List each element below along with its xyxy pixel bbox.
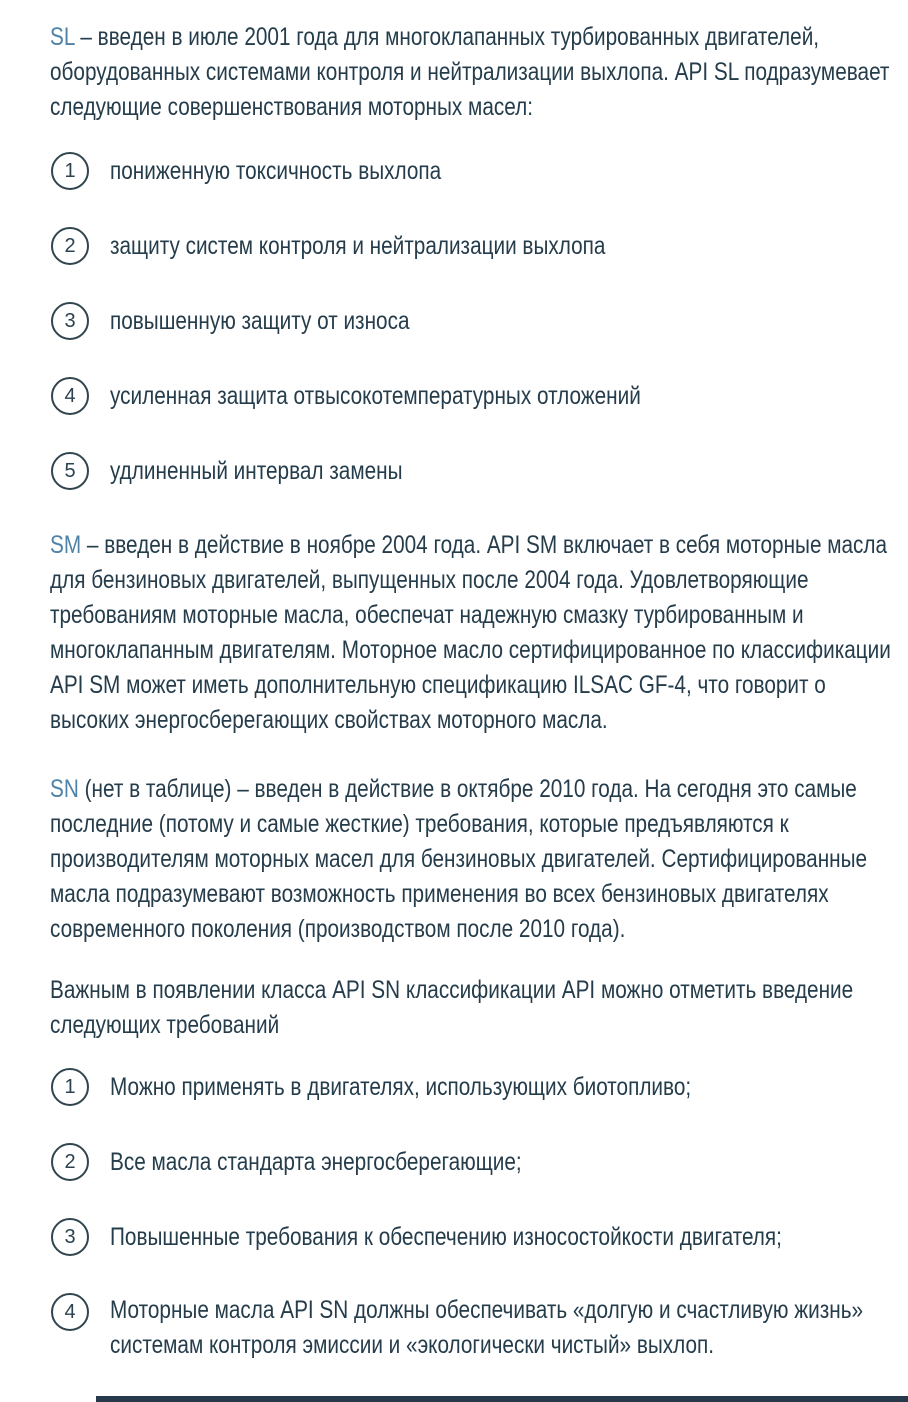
list-item-text: повышенную защиту от износа <box>110 306 410 335</box>
sn-requirements-list <box>51 1068 908 1400</box>
list-item-text: Можно применять в двигателях, использующих биотопливо; <box>110 1072 692 1101</box>
list-item-text: защиту систем контроля и нейтрализации выхлопа <box>110 231 606 260</box>
list-item <box>51 452 750 490</box>
list-item <box>51 1068 908 1106</box>
paragraph-sl <box>50 20 908 125</box>
paragraph-line: требованиям моторные масла, обеспечат надежную смазку турбированным и <box>50 601 804 629</box>
paragraph-line: многоклапанным двигателям. Моторное масло сертифицированное по классификации <box>50 636 891 664</box>
list-item-text: пониженную токсичность выхлопа <box>110 156 442 185</box>
list-number: 1 <box>64 1076 76 1098</box>
list-number: 5 <box>64 460 76 482</box>
list-number-badge <box>51 1293 89 1331</box>
list-number-badge <box>51 1068 89 1106</box>
paragraph-line: API SM может иметь дополнительную спецификацию ILSAC GF-4, что говорит о <box>50 671 826 699</box>
list-number-badge <box>51 152 89 190</box>
sl-improvements-list <box>51 152 750 527</box>
list-number-badge <box>51 302 89 340</box>
paragraph-line: высоких энергосберегающих свойствах моторного масла. <box>50 706 608 734</box>
list-item <box>51 1218 908 1256</box>
list-item-text: усиленная защита отвысокотемпературных отложений <box>110 381 641 410</box>
paragraph-api-sn-intro <box>50 973 908 1043</box>
list-number: 4 <box>64 1301 76 1323</box>
list-number: 2 <box>64 1151 76 1173</box>
list-item-text: Моторные масла API SN должны обеспечивать «долгую и счастливую жизнь» <box>110 1296 864 1324</box>
api-class-sl-label: SL <box>50 23 75 51</box>
list-number: 4 <box>64 385 76 407</box>
paragraph-text: (нет в таблице) – введен в действие в октябре 2010 года. На сегодня это самые <box>78 775 857 803</box>
paragraph-line: следующие совершенствования моторных масел: <box>50 93 533 121</box>
paragraph-line: современного поколения (производством после 2010 года). <box>50 915 626 943</box>
list-item <box>51 227 750 265</box>
list-item-text: Все масла стандарта энергосберегающие; <box>110 1147 522 1176</box>
paragraph-line <box>50 772 867 807</box>
table-top-edge <box>96 1396 908 1402</box>
list-number-badge <box>51 1143 89 1181</box>
list-number-badge <box>51 377 89 415</box>
list-item-text: системам контроля эмиссии и «экологически чистый» выхлоп. <box>110 1331 715 1359</box>
api-class-sn-label: SN <box>50 775 79 803</box>
paragraph-text: – введен в действие в ноябре 2004 года. API SM включает в себя моторные масла <box>81 531 888 559</box>
paragraph-line: последние (потому и самые жесткие) требования, которые предъявляются к <box>50 810 789 838</box>
list-item <box>51 377 750 415</box>
list-item <box>51 302 750 340</box>
list-item <box>51 1293 908 1363</box>
paragraph-line <box>50 528 891 563</box>
list-item <box>51 152 750 190</box>
paragraph-line <box>50 20 889 55</box>
paragraph-line: следующих требований <box>50 1011 280 1039</box>
list-number: 3 <box>64 310 76 332</box>
list-item-text: Повышенные требования к обеспечению износостойкости двигателя; <box>110 1222 782 1251</box>
list-item <box>51 1143 908 1181</box>
list-number: 2 <box>64 235 76 257</box>
paragraph-line: для бензиновых двигателей, выпущенных после 2004 года. Удовлетворяющие <box>50 566 809 594</box>
api-class-sm-label: SM <box>50 531 82 559</box>
paragraph-line: Важным в появлении класса API SN классификации API можно отметить введение <box>50 976 854 1004</box>
list-number: 3 <box>64 1226 76 1248</box>
list-number-badge <box>51 452 89 490</box>
list-number-badge <box>51 1218 89 1256</box>
list-item-text: удлиненный интервал замены <box>110 456 403 485</box>
paragraph-sn <box>50 772 908 947</box>
paragraph-line: оборудованных системами контроля и нейтрализации выхлопа. API SL подразумевает <box>50 58 890 86</box>
list-number-badge <box>51 227 89 265</box>
paragraph-sm <box>50 528 908 738</box>
paragraph-line: масла подразумевают возможность применения во всех бензиновых двигателях <box>50 880 829 908</box>
paragraph-text: – введен в июле 2001 года для многоклапанных турбированных двигателей, <box>74 23 820 51</box>
paragraph-line: производителям моторных масел для бензиновых двигателей. Сертифицированные <box>50 845 868 873</box>
list-number: 1 <box>64 160 76 182</box>
